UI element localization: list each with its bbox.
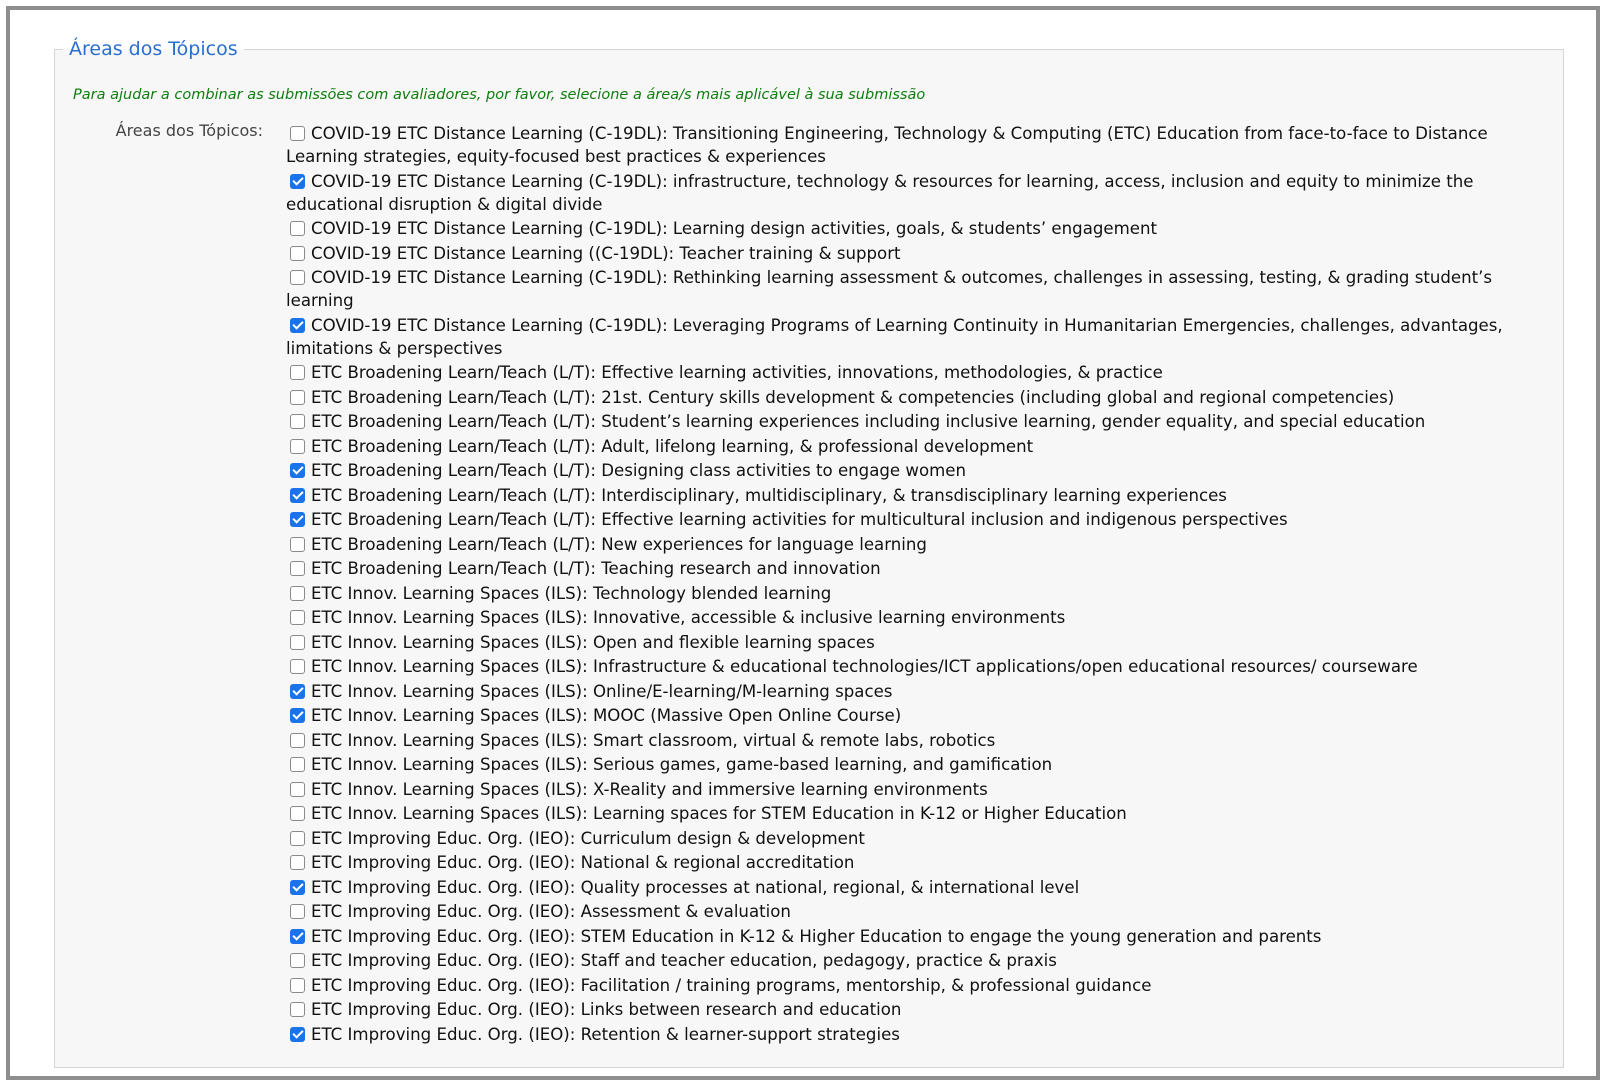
topic-option-label: ETC Innov. Learning Spaces (ILS): X-Reality and immersive learning environments — [311, 779, 988, 799]
topic-option-label: ETC Broadening Learn/Teach (L/T): Designing class activities to engage women — [311, 461, 966, 480]
topic-option[interactable] — [286, 606, 1536, 629]
topic-option[interactable] — [286, 778, 1536, 801]
instructions-text: Para ajudar a combinar as submissões com avaliadores, por favor, selecione a área/s mais aplicável à sua submissão — [73, 87, 926, 103]
topic-option-label: COVID-19 ETC Distance Learning (C-19DL): Learning design activities, goals, & students’ engagement — [311, 219, 1157, 238]
topic-option-label: ETC Improving Educ. Org. (IEO): Assessment & evaluation — [311, 902, 791, 921]
topic-areas-label: Áreas dos Tópicos: — [115, 121, 263, 140]
topic-option[interactable] — [286, 974, 1536, 997]
topic-option[interactable] — [286, 631, 1536, 654]
topic-option-label: ETC Broadening Learn/Teach (L/T): Adult, lifelong learning, & professional development — [311, 436, 1034, 456]
checkbox-unchecked[interactable] — [290, 561, 305, 576]
topic-option[interactable] — [286, 876, 1536, 899]
checkbox-unchecked[interactable] — [290, 270, 305, 285]
topic-option[interactable] — [286, 557, 1536, 580]
topic-option-label: ETC Improving Educ. Org. (IEO): Staff and teacher education, pedagogy, practice & praxis — [311, 951, 1057, 970]
checkbox-unchecked[interactable] — [290, 733, 305, 748]
topic-option-label: ETC Innov. Learning Spaces (ILS): Learning spaces for STEM Education in K-12 or Higher Education — [311, 804, 1127, 823]
topic-option-label: ETC Improving Educ. Org. (IEO): Curriculum design & development — [311, 828, 865, 848]
topic-option[interactable] — [286, 459, 1536, 482]
checkbox-unchecked[interactable] — [290, 806, 305, 821]
checkbox-checked[interactable] — [290, 318, 305, 333]
checkbox-unchecked[interactable] — [290, 537, 305, 552]
topic-option[interactable] — [286, 508, 1536, 531]
checkbox-unchecked[interactable] — [290, 221, 305, 236]
checkbox-checked[interactable] — [290, 684, 305, 699]
checkbox-unchecked[interactable] — [290, 610, 305, 625]
topic-option-label: ETC Improving Educ. Org. (IEO): National & regional accreditation — [311, 853, 855, 872]
checkbox-unchecked[interactable] — [290, 1002, 305, 1017]
topic-option[interactable] — [286, 802, 1536, 825]
topic-option-label: COVID-19 ETC Distance Learning ((C-19DL): Teacher training & support — [311, 243, 901, 263]
topic-option[interactable] — [286, 704, 1536, 727]
topic-option[interactable] — [286, 753, 1536, 776]
topic-option-label: COVID-19 ETC Distance Learning (C-19DL): Rethinking learning assessment & outcomes, challenges in assessing, testing, & grading student’s learning — [286, 268, 1493, 310]
section-legend: Áreas dos Tópicos — [69, 38, 238, 60]
topic-option-label: ETC Broadening Learn/Teach (L/T): 21st. Century skills development & competencies (including global and regional competencies) — [311, 387, 1395, 407]
topic-option[interactable] — [286, 410, 1536, 433]
topic-option-label: ETC Innov. Learning Spaces (ILS): Open and flexible learning spaces — [311, 632, 875, 652]
checkbox-unchecked[interactable] — [290, 659, 305, 674]
window-frame — [6, 6, 1600, 1080]
topic-option-label: ETC Broadening Learn/Teach (L/T): Interdisciplinary, multidisciplinary, & transdisciplinary learning experiences — [311, 485, 1227, 505]
checkbox-unchecked[interactable] — [290, 782, 305, 797]
topic-option[interactable] — [286, 1023, 1536, 1046]
topic-option-label: ETC Innov. Learning Spaces (ILS): Online/E-learning/M-learning spaces — [311, 681, 893, 701]
topic-option[interactable] — [286, 827, 1536, 850]
topic-option-label: ETC Improving Educ. Org. (IEO): Quality processes at national, regional, & international level — [311, 877, 1080, 897]
topic-option-label: ETC Innov. Learning Spaces (ILS): MOOC (Massive Open Online Course) — [311, 706, 902, 725]
topic-option[interactable] — [286, 582, 1536, 605]
checkbox-unchecked[interactable] — [290, 246, 305, 261]
topic-option[interactable] — [286, 217, 1536, 240]
topic-option[interactable] — [286, 314, 1536, 360]
checkbox-unchecked[interactable] — [290, 365, 305, 380]
topic-option[interactable] — [286, 925, 1536, 948]
topic-option-label: ETC Broadening Learn/Teach (L/T): Effective learning activities, innovations, methodologies, & practice — [311, 363, 1163, 382]
topic-option-label: ETC Innov. Learning Spaces (ILS): Infrastructure & educational technologies/ICT applications/open educational resources/ courseware — [311, 657, 1418, 676]
topic-option[interactable] — [286, 435, 1536, 458]
topic-option-label: ETC Improving Educ. Org. (IEO): Retention & learner-support strategies — [311, 1024, 900, 1044]
topic-option-label: ETC Broadening Learn/Teach (L/T): Teaching research and innovation — [311, 559, 881, 578]
topic-option[interactable] — [286, 266, 1536, 312]
topic-option-label: COVID-19 ETC Distance Learning (C-19DL): infrastructure, technology & resources for learning, access, inclusion and equity to minimize the educational disruption & digital divide — [286, 171, 1474, 214]
topic-option[interactable] — [286, 170, 1536, 216]
topic-option-label: ETC Broadening Learn/Teach (L/T): Student’s learning experiences including inclusive learning, gender equality, and special education — [311, 412, 1426, 431]
checkbox-unchecked[interactable] — [290, 390, 305, 405]
topic-option-label: ETC Improving Educ. Org. (IEO): Links between research and education — [311, 1000, 902, 1019]
checkbox-checked[interactable] — [290, 1027, 305, 1042]
checkbox-unchecked[interactable] — [290, 757, 305, 772]
checkbox-checked[interactable] — [290, 929, 305, 944]
topic-option-label: ETC Improving Educ. Org. (IEO): Facilitation / training programs, mentorship, & professional guidance — [311, 975, 1152, 995]
checkbox-unchecked[interactable] — [290, 586, 305, 601]
topic-option[interactable] — [286, 729, 1536, 752]
topic-option-label: ETC Innov. Learning Spaces (ILS): Technology blended learning — [311, 583, 832, 603]
checkbox-unchecked[interactable] — [290, 978, 305, 993]
checkbox-checked[interactable] — [290, 880, 305, 895]
topic-option-label: ETC Broadening Learn/Teach (L/T): New experiences for language learning — [311, 534, 927, 554]
topic-option-label: ETC Improving Educ. Org. (IEO): STEM Education in K-12 & Higher Education to engage the young generation and parents — [311, 926, 1322, 946]
checkbox-checked[interactable] — [290, 488, 305, 503]
checkbox-unchecked[interactable] — [290, 831, 305, 846]
topic-option-label: ETC Broadening Learn/Teach (L/T): Effective learning activities for multicultural inclusion and indigenous perspectives — [311, 510, 1288, 529]
topic-option[interactable] — [286, 680, 1536, 703]
checkbox-checked[interactable] — [290, 708, 305, 723]
checkbox-checked[interactable] — [290, 174, 305, 189]
topic-option-label: ETC Innov. Learning Spaces (ILS): Serious games, game-based learning, and gamification — [311, 755, 1053, 774]
topic-option[interactable] — [286, 484, 1536, 507]
topic-option[interactable] — [286, 851, 1536, 874]
checkbox-unchecked[interactable] — [290, 126, 305, 141]
checkbox-checked[interactable] — [290, 463, 305, 478]
topic-areas-fieldset — [54, 38, 1564, 1068]
topic-option[interactable] — [286, 386, 1536, 409]
topic-option[interactable] — [286, 949, 1536, 972]
checkbox-unchecked[interactable] — [290, 855, 305, 870]
topic-option[interactable] — [286, 533, 1536, 556]
topic-option[interactable] — [286, 361, 1536, 384]
topic-option-label: ETC Innov. Learning Spaces (ILS): Smart classroom, virtual & remote labs, robotics — [311, 730, 996, 750]
checkbox-unchecked[interactable] — [290, 439, 305, 454]
checkbox-unchecked[interactable] — [290, 414, 305, 429]
topic-option-label: COVID-19 ETC Distance Learning (C-19DL): Leveraging Programs of Learning Continuity in Humanitarian Emergencies, challenges, advantages, limitations & perspectives — [286, 315, 1503, 358]
topic-option[interactable] — [286, 900, 1536, 923]
topic-option[interactable] — [286, 122, 1536, 168]
topic-option[interactable] — [286, 998, 1536, 1021]
checkbox-unchecked[interactable] — [290, 635, 305, 650]
checkbox-unchecked[interactable] — [290, 953, 305, 968]
topic-option-label: COVID-19 ETC Distance Learning (C-19DL): Transitioning Engineering, Technology & Computing (ETC) Education from face-to-face to Distance Learning strategies, equity-focused best practices & experiences — [286, 124, 1488, 166]
checkbox-unchecked[interactable] — [290, 904, 305, 919]
topic-option[interactable] — [286, 655, 1536, 678]
topic-option[interactable] — [286, 242, 1536, 265]
checkbox-checked[interactable] — [290, 512, 305, 527]
topic-option-label: ETC Innov. Learning Spaces (ILS): Innovative, accessible & inclusive learning environments — [311, 608, 1066, 627]
topic-options-list — [286, 122, 1536, 1047]
